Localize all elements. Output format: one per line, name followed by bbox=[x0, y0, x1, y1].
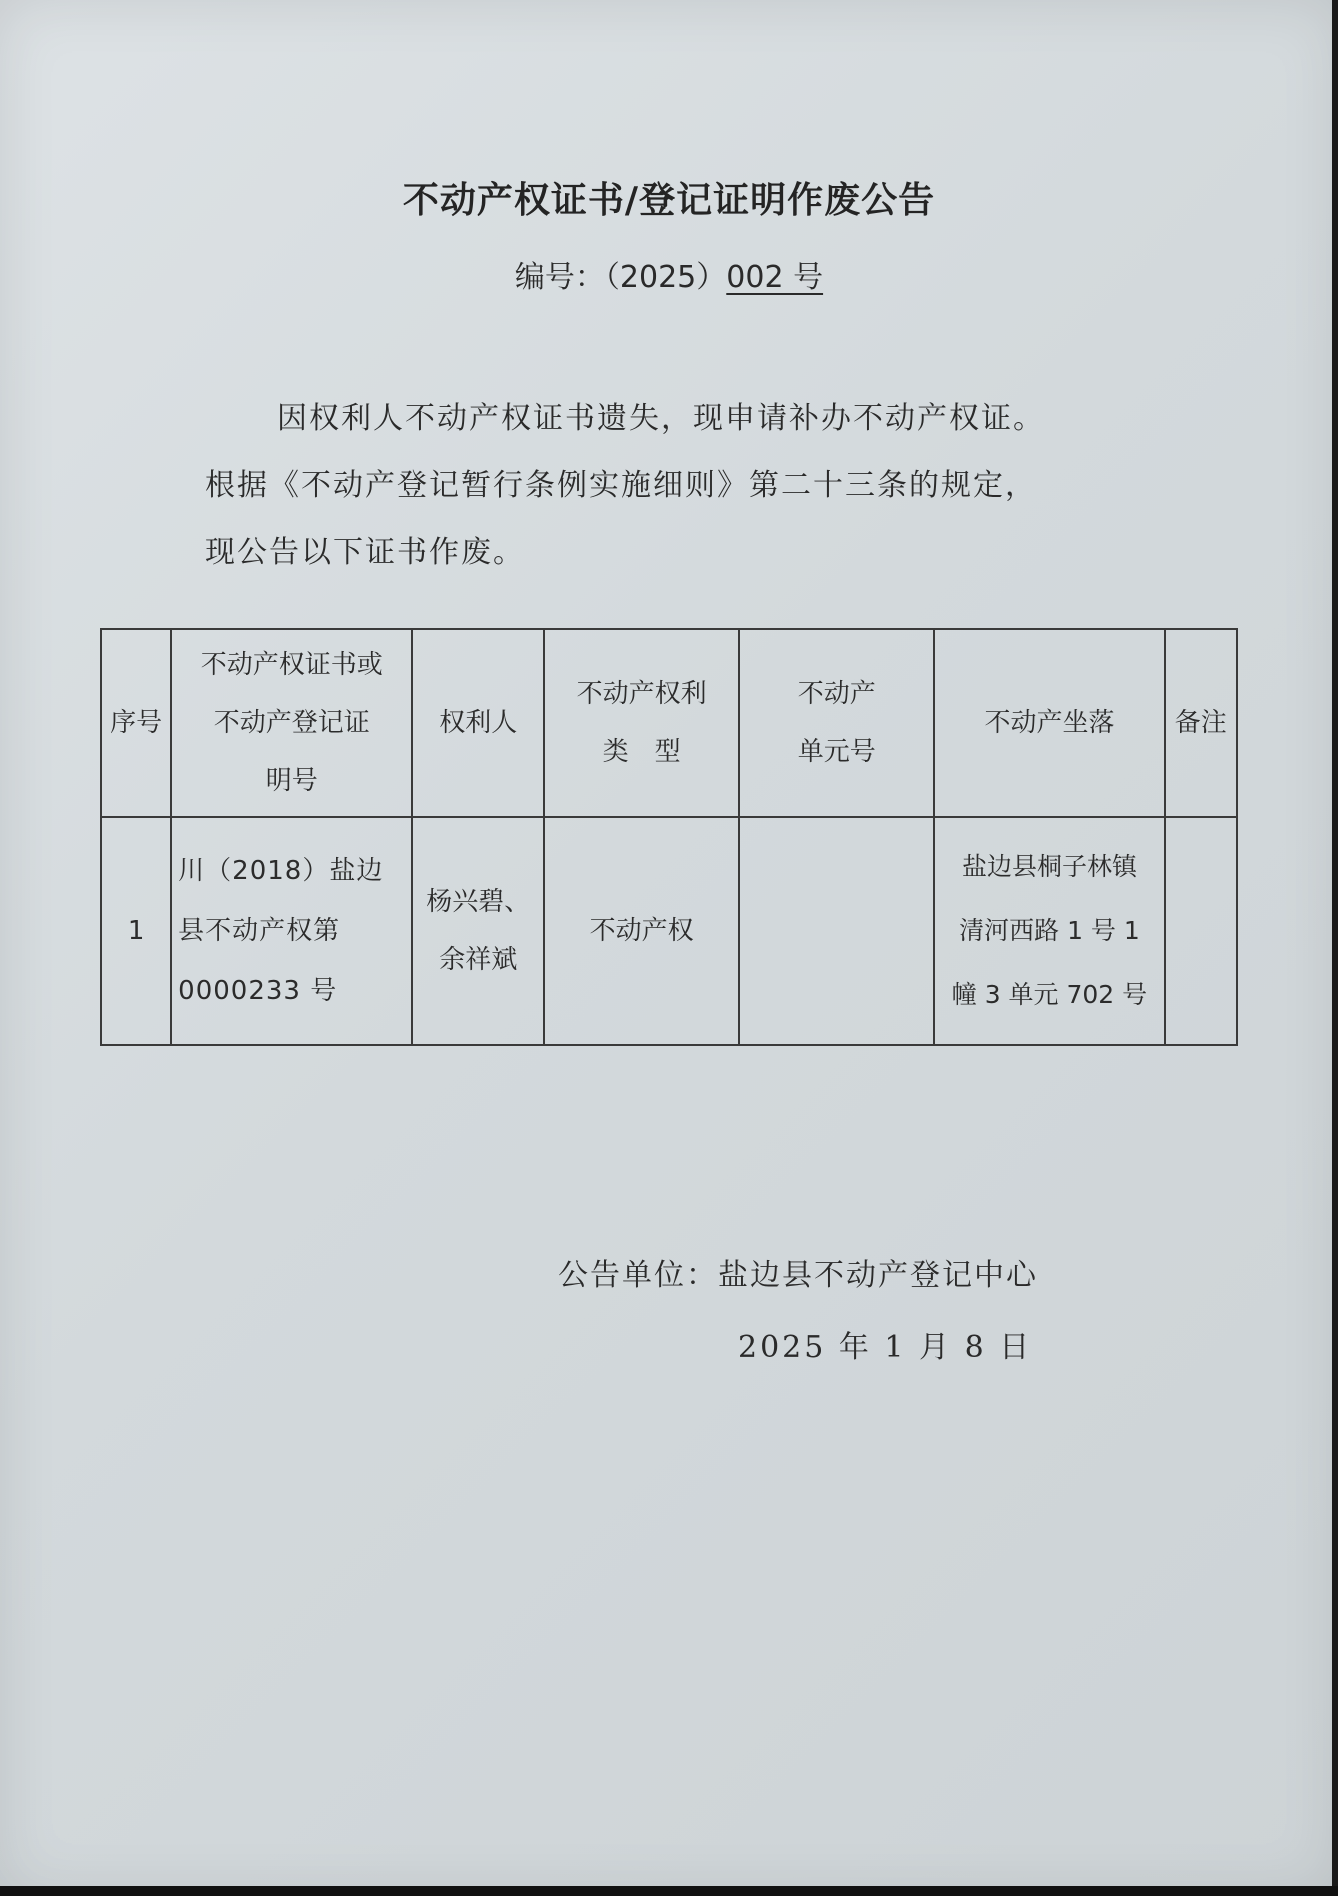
cell-holder bbox=[412, 817, 544, 1045]
cert-line-1: 川（2018）盐边 bbox=[178, 856, 384, 886]
header-note: 备注 bbox=[1165, 629, 1237, 817]
header-cert-line-3: 明号 bbox=[265, 766, 318, 796]
header-cert-line-2: 不动产登记证 bbox=[213, 708, 370, 738]
holder-line-2: 余祥斌 bbox=[439, 945, 518, 975]
holder-line-1: 杨兴碧、 bbox=[426, 887, 531, 917]
void-certificate-table bbox=[100, 628, 1238, 1046]
header-unit-line-1: 不动产 bbox=[797, 679, 876, 709]
issue-date: 2025 年 1 月 8 日 bbox=[738, 1330, 1033, 1365]
header-cert-line-1: 不动产权证书或 bbox=[200, 650, 383, 680]
cell-right-type: 不动产权 bbox=[544, 817, 739, 1045]
location-line-2: 清河西路 1 号 1 bbox=[959, 916, 1140, 945]
photo-edge-bottom bbox=[0, 1886, 1338, 1896]
header-location: 不动产坐落 bbox=[934, 629, 1164, 817]
header-type-line-1: 不动产权利 bbox=[576, 679, 707, 709]
document-title: 不动产权证书/登记证明作废公告 bbox=[402, 180, 936, 221]
cert-line-3: 0000233 号 bbox=[178, 976, 338, 1006]
header-right-type bbox=[544, 629, 739, 817]
photo-edge-right bbox=[1332, 0, 1338, 1896]
table-row bbox=[101, 817, 1237, 1045]
body-line-3: 现公告以下证书作废。 bbox=[205, 535, 525, 570]
cell-note bbox=[1165, 817, 1237, 1045]
cell-unit-number bbox=[739, 817, 934, 1045]
location-line-1: 盐边县桐子林镇 bbox=[961, 852, 1137, 881]
serial-prefix: 编号：（2025） bbox=[514, 260, 727, 295]
cell-certificate-number bbox=[171, 817, 412, 1045]
body-line-1: 因权利人不动产权证书遗失，现申请补办不动产权证。 bbox=[277, 401, 1045, 436]
header-type-line-2: 类 型 bbox=[602, 737, 681, 767]
header-certificate-number bbox=[171, 629, 412, 817]
cell-location bbox=[934, 817, 1164, 1045]
cell-seq: 1 bbox=[101, 817, 171, 1045]
body-line-2: 根据《不动产登记暂行条例实施细则》第二十三条的规定， bbox=[205, 468, 1037, 503]
issuing-organization: 公告单位：盐边县不动产登记中心 bbox=[558, 1258, 1038, 1293]
header-unit-line-2: 单元号 bbox=[797, 737, 876, 767]
cert-line-2: 县不动产权第 bbox=[178, 916, 341, 946]
notice-body bbox=[205, 385, 1155, 586]
header-seq: 序号 bbox=[101, 629, 171, 817]
serial-number: 002 号 bbox=[726, 260, 824, 295]
header-unit-number bbox=[739, 629, 934, 817]
location-line-3: 幢 3 单元 702 号 bbox=[951, 980, 1148, 1009]
document-serial bbox=[0, 252, 1338, 296]
header-holder: 权利人 bbox=[412, 629, 544, 817]
table-header-row bbox=[101, 629, 1237, 817]
